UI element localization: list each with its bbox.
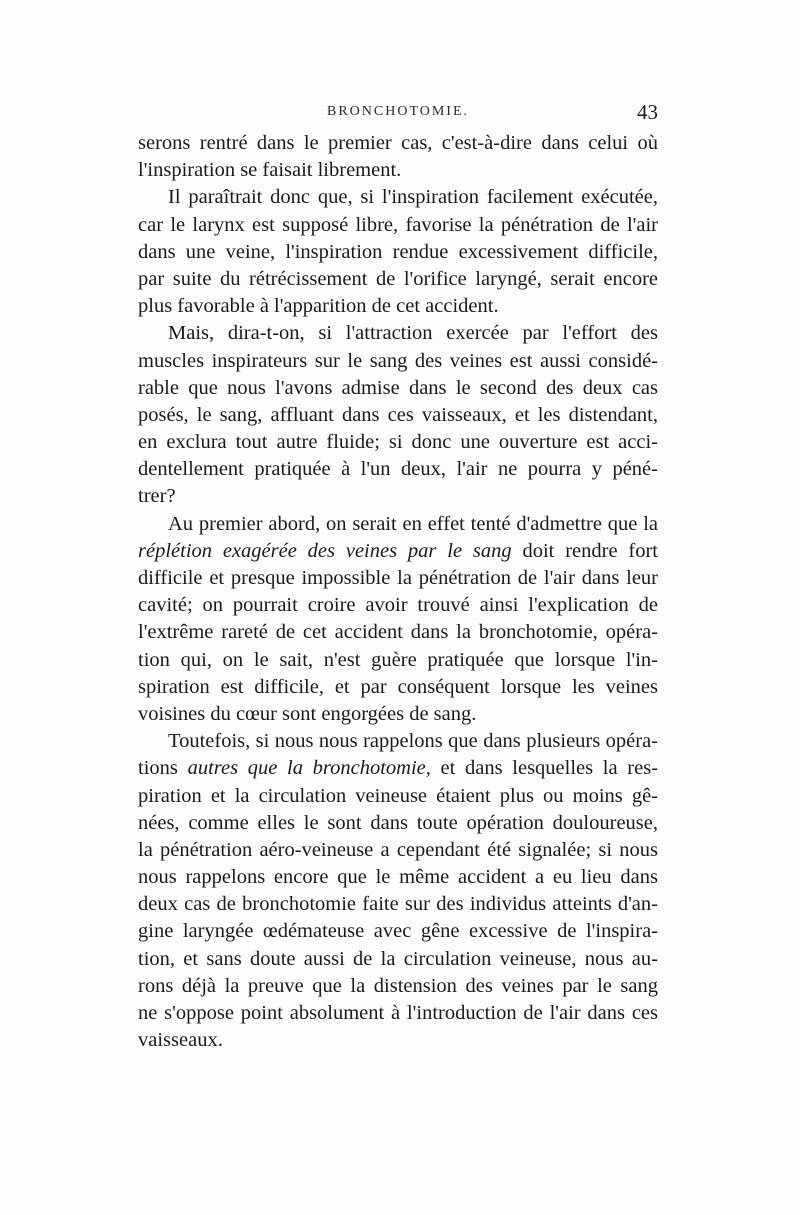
text-line [138, 130, 658, 157]
line-text: trer? [138, 485, 176, 508]
line-text: la pénétration aéro-veineuse a cependant été signalée; si nous [138, 838, 658, 861]
running-title: BRONCHOTOMIE. [326, 104, 470, 119]
text-line [138, 293, 658, 320]
line-text: nées, comme elles le sont dans toute opération douloureuse, [138, 811, 658, 834]
text-line [138, 538, 658, 565]
line-text: par suite du rétrécissement de l'orifice laryngé, serait encore [138, 267, 658, 290]
text-line [138, 565, 658, 592]
line-text: en exclura tout autre fluide; si donc une ouverture est acci- [138, 431, 658, 454]
text-line [138, 918, 658, 945]
line-text: tion, et sans doute aussi de la circulation veineuse, nous au- [138, 947, 658, 970]
text-line [138, 212, 658, 239]
text-line [138, 755, 658, 782]
running-head [138, 100, 658, 130]
text-line [138, 783, 658, 810]
line-text: ne s'oppose point absolument à l'introduction de l'air dans ces [138, 1002, 658, 1024]
text-line [138, 348, 658, 375]
line-text: muscles inspirateurs sur le sang des veines est aussi considé- [138, 349, 658, 372]
text-line [138, 375, 658, 402]
line-text: dans une veine, l'inspiration rendue excessivement difficile, [138, 240, 658, 263]
line-text: voisines du cœur sont engorgées de sang. [138, 702, 477, 725]
line-text: difficile et presque impossible la pénétration de l'air dans leur [138, 567, 658, 589]
line-text: vaisseaux. [138, 1029, 223, 1052]
line-text: doit rendre fort [511, 539, 658, 562]
text-line [138, 1027, 658, 1054]
text-line [138, 837, 658, 864]
text-line [138, 701, 658, 728]
line-text: rons déjà la preuve que la distension des veines par le sang [138, 974, 658, 997]
text-line [138, 456, 658, 483]
text-line [138, 157, 658, 184]
text-line [138, 511, 658, 538]
line-text: posés, le sang, affluant dans ces vaisseaux, et les distendant, [138, 403, 658, 426]
line-text: spiration est difficile, et par conséquent lorsque les veines [138, 675, 658, 698]
text-line [138, 483, 658, 510]
text-line [138, 239, 658, 266]
text-line [138, 429, 658, 456]
line-text: l'inspiration se faisait librement. [138, 159, 402, 182]
text-line [138, 402, 658, 429]
italic-phrase: réplétion exagérée des veines par le sang [138, 539, 512, 562]
line-text: Au premier abord, on serait en effet tenté d'admettre que la [168, 512, 658, 535]
text-line [138, 592, 658, 619]
line-text: car le larynx est supposé libre, favorise la pénétration de l'air [138, 213, 658, 236]
line-text: et dans lesquelles la res- [430, 757, 658, 780]
line-text: l'extrême rareté de cet accident dans la bronchotomie, opéra- [138, 621, 658, 644]
text-line [138, 973, 658, 1000]
text-line [138, 728, 658, 755]
text-line [138, 1000, 658, 1027]
body-text [138, 130, 658, 1054]
text-line [138, 619, 658, 646]
text-line [138, 184, 658, 211]
line-text: nous rappelons encore que le même accident a eu lieu dans [138, 866, 658, 889]
line-text: tions [138, 757, 188, 780]
text-line [138, 647, 658, 674]
line-text: gine laryngée œdémateuse avec gêne excessive de l'inspira- [138, 920, 658, 943]
line-text: deux cas de bronchotomie faite sur des individus atteints d'an- [138, 893, 658, 916]
line-text: Il paraîtrait donc que, si l'inspiration facilement exécutée, [168, 186, 658, 209]
text-line [138, 810, 658, 837]
line-text: tion qui, on le sait, n'est guère pratiquée que lorsque l'in- [138, 648, 658, 671]
line-text: rable que nous l'avons admise dans le second des deux cas [138, 376, 658, 399]
line-text: plus favorable à l'apparition de cet accident. [138, 295, 499, 318]
line-text: serons rentré dans le premier cas, c'est-à-dire dans celui où [138, 132, 658, 154]
text-line [138, 266, 658, 293]
line-text: Toutefois, si nous nous rappelons que dans plusieurs opéra- [168, 730, 658, 753]
text-line [138, 946, 658, 973]
line-text: piration et la circulation veineuse étaient plus ou moins gê- [138, 784, 658, 807]
page-number: 43 [637, 100, 658, 124]
text-line [138, 864, 658, 891]
text-line [138, 891, 658, 918]
text-line [138, 674, 658, 701]
line-text: dentellement pratiquée à l'un deux, l'air ne pourra y péné- [138, 458, 658, 481]
line-text: cavité; on pourrait croire avoir trouvé ainsi l'explication de [138, 594, 658, 617]
italic-phrase: autres que la bronchotomie, [187, 757, 431, 780]
line-text: Mais, dira-t-on, si l'attraction exercée par l'effort des [168, 322, 658, 345]
text-line [138, 320, 658, 347]
